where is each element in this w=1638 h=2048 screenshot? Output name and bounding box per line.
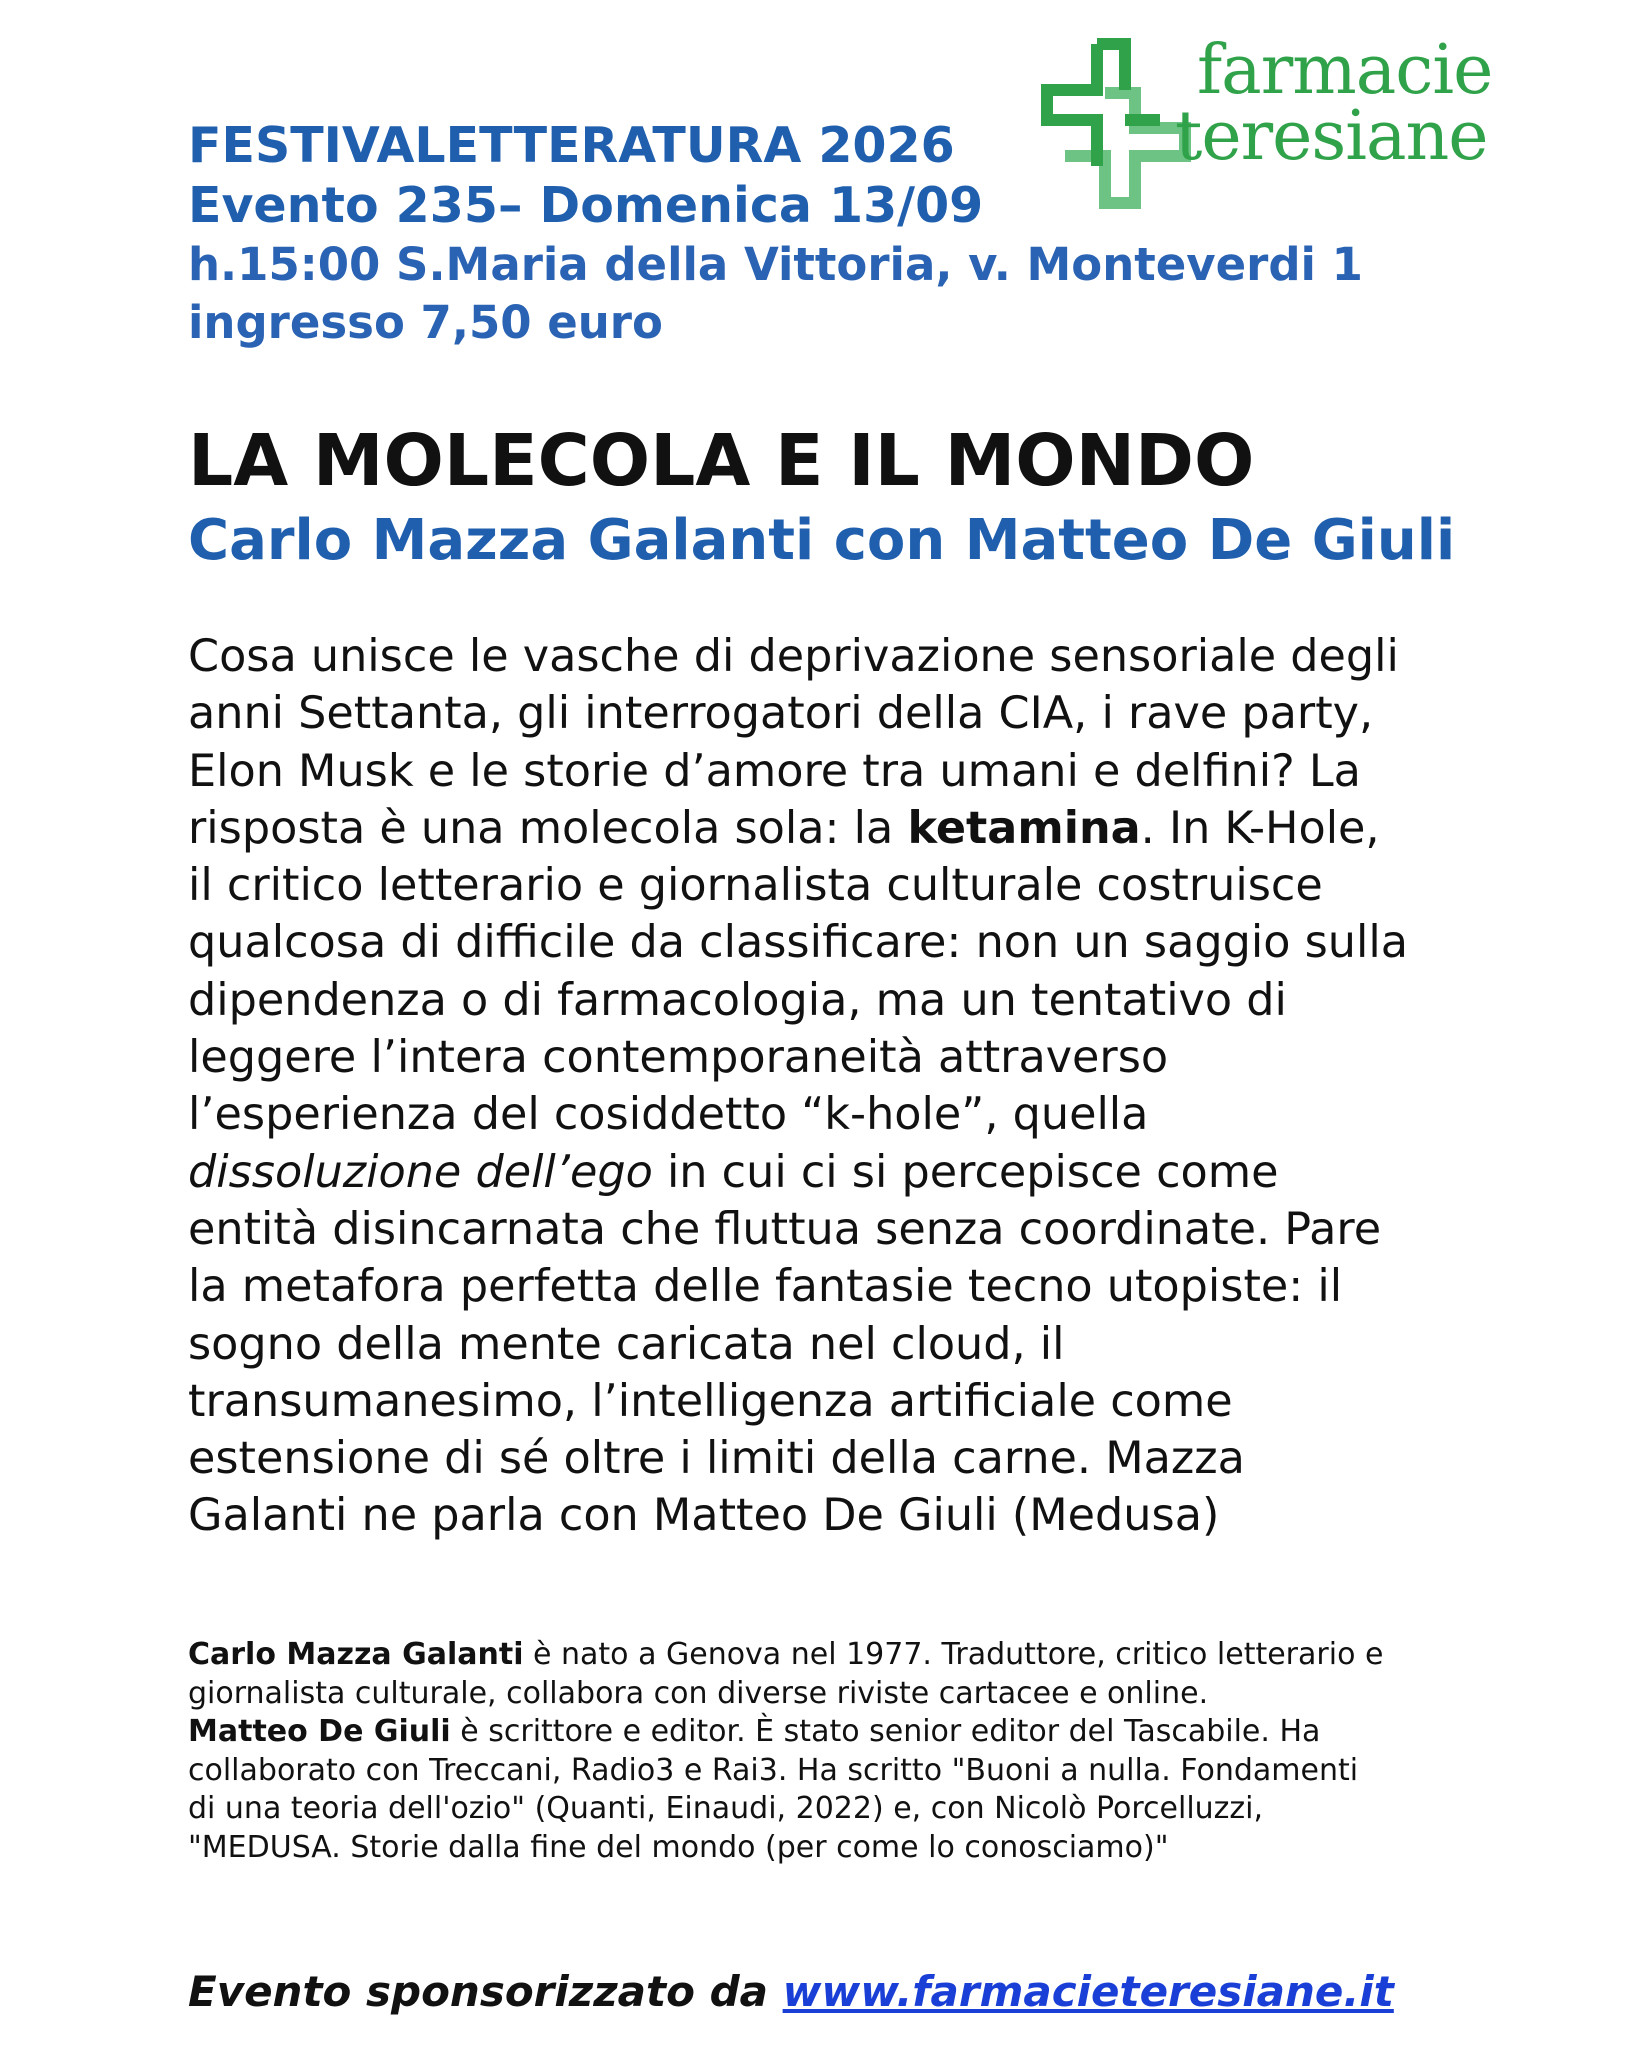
description-line: entità disincarnata che fluttua senza coordinate. Pare — [188, 1203, 1382, 1255]
description-line: il critico letterario e giornalista culturale costruisce — [188, 860, 1323, 912]
event-price: ingresso 7,50 euro — [188, 296, 663, 349]
festival-name: FESTIVALETTERATURA 2026 — [188, 117, 955, 174]
bio-line — [188, 1636, 1488, 1675]
logo-line-2: teresiane — [1175, 97, 1488, 176]
description-line: qualcosa di difficile da classificare: non un saggio sulla — [188, 917, 1408, 969]
logo-line-1: farmacie — [1197, 31, 1493, 110]
sponsor-line — [188, 1964, 1394, 2020]
event-info — [188, 116, 1363, 352]
bio-author-name: Carlo Mazza Galanti — [188, 1637, 524, 1672]
description-line: la metafora perfetta delle fantasie tecno utopiste: il — [188, 1261, 1343, 1313]
bio-line: giornalista culturale, collabora con diverse riviste cartacee e online. — [188, 1675, 1209, 1711]
description-line: estensione di sé oltre i limiti della carne. Mazza — [188, 1433, 1245, 1485]
event-time-place: h.15:00 S.Maria della Vittoria, v. Monteverdi 1 — [188, 238, 1363, 291]
sponsor-label: Evento sponsorizzato da — [188, 1967, 783, 2016]
event-subtitle: Carlo Mazza Galanti con Matteo De Giuli — [188, 508, 1456, 573]
description-line: leggere l’intera contemporaneità attraverso — [188, 1032, 1169, 1084]
event-title: LA MOLECOLA E IL MONDO — [188, 419, 1255, 502]
description-text: risposta è una molecola sola: la — [188, 802, 908, 854]
event-description — [188, 628, 1488, 1545]
description-text: in cui ci si percepisce come — [652, 1146, 1279, 1198]
description-line — [188, 800, 1488, 857]
description-line: anni Settanta, gli interrogatori della CIA, i rave party, — [188, 688, 1374, 740]
description-line: Cosa unisce le vasche di deprivazione sensoriale degli — [188, 631, 1399, 682]
bio-line: "MEDUSA. Storie dalla fine del mondo (per come lo conosciamo)" — [188, 1829, 1169, 1865]
description-text: . In K-Hole, — [1140, 802, 1380, 854]
bio-author-name: Matteo De Giuli — [188, 1714, 451, 1749]
description-line: dipendenza o di farmacologia, ma un tentativo di — [188, 974, 1287, 1026]
bio-text: è nato a Genova nel 1977. Traduttore, critico letterario e — [523, 1637, 1384, 1672]
bio-line: di una teoria dell'ozio" (Quanti, Einaudi, 2022) e, con Nicolò Porcelluzzi, — [188, 1791, 1264, 1826]
description-line: sogno della mente caricata nel cloud, il — [188, 1318, 1065, 1370]
description-line — [188, 1144, 1488, 1201]
bio-line — [188, 1713, 1488, 1752]
sponsor-link[interactable]: www.farmacieteresiane.it — [782, 1967, 1394, 2016]
description-line: Elon Musk e le storie d’amore tra umani e delfini? La — [188, 745, 1361, 797]
author-bios — [188, 1636, 1488, 1867]
event-date: Evento 235– Domenica 13/09 — [188, 177, 984, 234]
description-bold-ketamina: ketamina — [907, 802, 1141, 854]
description-italic: dissoluzione dell’ego — [188, 1146, 653, 1198]
description-line: Galanti ne parla con Matteo De Giuli (Medusa) — [188, 1490, 1220, 1542]
bio-text: è scrittore e editor. È stato senior editor del Tascabile. Ha — [450, 1714, 1321, 1749]
description-line: transumanesimo, l’intelligenza artificiale come — [188, 1375, 1233, 1427]
description-line: l’esperienza del cosiddetto “k-hole”, quella — [188, 1089, 1149, 1141]
bio-line: collaborato con Treccani, Radio3 e Rai3. Ha scritto "Buoni a nulla. Fondamenti — [188, 1752, 1359, 1788]
